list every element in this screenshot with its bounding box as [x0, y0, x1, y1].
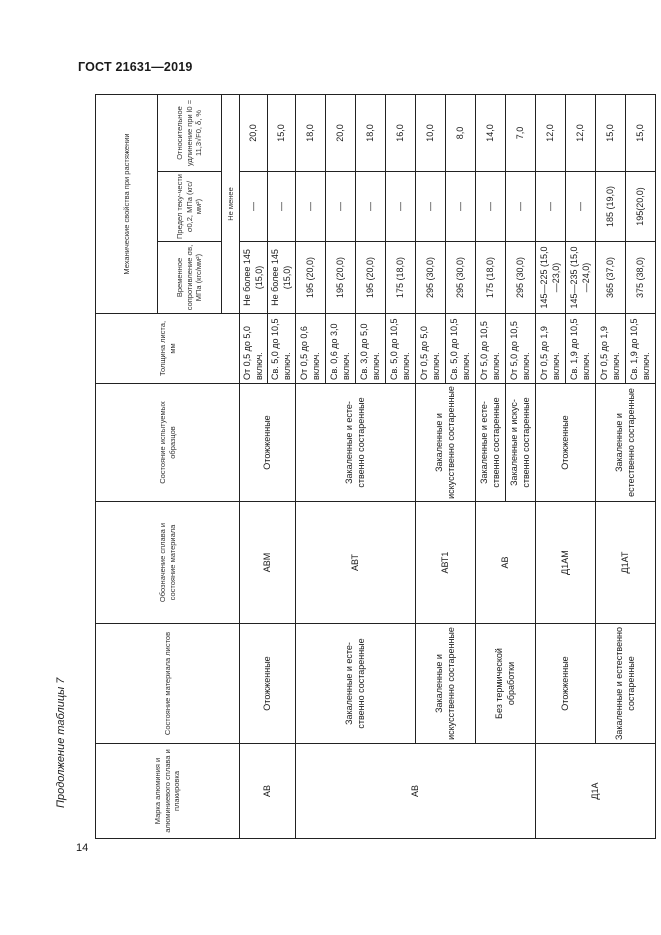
cell-sheet-state: Закаленные и есте-ственно состаренные [296, 624, 416, 744]
cell-designation: Д1АМ [536, 502, 596, 624]
cell-yield: 185 (19,0) [596, 172, 626, 242]
table-row [536, 94, 566, 838]
cell-thickness: От 0,5 до 1,9 включ. [536, 314, 566, 384]
cell-designation: АВМ [240, 502, 296, 624]
cell-tensile: 175 (18,0) [386, 242, 416, 314]
cell-thickness: Св. 3,0 до 5,0 включ. [356, 314, 386, 384]
cell-tensile: 365 (37,0) [596, 242, 626, 314]
cell-thickness: Св. 5,0 до 10,5 включ. [386, 314, 416, 384]
cell-elongation: 15,0 [596, 94, 626, 171]
col-header-yield: Предел теку-чести σ0,2, МПа (кгс/мм²) [158, 172, 222, 242]
cell-yield: — [240, 172, 268, 242]
cell-designation: АВТ [296, 502, 416, 624]
cell-yield: — [356, 172, 386, 242]
cell-tensile: 295 (30,0) [506, 242, 536, 314]
cell-sample-state: Отожженные [536, 384, 596, 502]
cell-elongation: 12,0 [566, 94, 596, 171]
cell-tensile: 145—235 (15,0—24,0) [566, 242, 596, 314]
cell-elongation: 10,0 [416, 94, 446, 171]
header-row [96, 94, 158, 838]
col-header-min-note: Не менее [222, 94, 240, 313]
cell-tensile: 195 (20,0) [356, 242, 386, 314]
cell-sheet-state: Закаленные и искусственно состаренные [416, 624, 476, 744]
cell-thickness: От 0,5 до 5,0 включ. [240, 314, 268, 384]
cell-tensile: 145—225 (15,0—23,0) [536, 242, 566, 314]
cell-grade: Д1А [536, 744, 656, 839]
table-wrapper [95, 95, 651, 839]
properties-table [95, 94, 656, 839]
document-header: ГОСТ 21631—2019 [78, 60, 193, 74]
cell-designation: АВ [476, 502, 536, 624]
cell-elongation: 18,0 [296, 94, 326, 171]
cell-sample-state: Закаленные и есте-ственно состаренные [296, 384, 416, 502]
col-header-mech-group: Механические свойства при растяжении [96, 94, 158, 313]
table-row [476, 94, 506, 838]
table-row [416, 94, 446, 838]
cell-tensile: 195 (20,0) [296, 242, 326, 314]
cell-sheet-state: Отожженные [240, 624, 296, 744]
cell-tensile: 375 (38,0) [626, 242, 656, 314]
cell-sheet-state: Закаленные и естественно состаренные [596, 624, 656, 744]
cell-yield: — [446, 172, 476, 242]
caption-wrapper [55, 677, 69, 808]
col-header-sample-state: Состояние испытуемых образцов [96, 384, 240, 502]
cell-thickness: Св. 5,0 до 10,5 включ. [446, 314, 476, 384]
cell-sample-state: Закаленные и искус-ственно состаренные [506, 384, 536, 502]
cell-yield: — [506, 172, 536, 242]
cell-tensile: 175 (18,0) [476, 242, 506, 314]
cell-thickness: От 5,0 до 10,5 включ. [476, 314, 506, 384]
cell-tensile: 195 (20,0) [326, 242, 356, 314]
cell-sample-state: Закаленные и естественно состаренные [596, 384, 656, 502]
cell-sheet-state: Отожженные [536, 624, 596, 744]
cell-elongation: 18,0 [356, 94, 386, 171]
cell-thickness: Св. 1,9 до 10,5 включ. [566, 314, 596, 384]
table-row [596, 94, 626, 838]
cell-thickness: От 5,0 до 10,5 включ. [506, 314, 536, 384]
table-caption: Продолжение таблицы 7 [55, 677, 67, 808]
cell-thickness: От 0,5 до 0,6 включ. [296, 314, 326, 384]
table-row [240, 94, 268, 838]
cell-yield: — [296, 172, 326, 242]
cell-designation: Д1АТ [596, 502, 656, 624]
cell-elongation: 16,0 [386, 94, 416, 171]
cell-tensile: 295 (30,0) [416, 242, 446, 314]
cell-yield: — [476, 172, 506, 242]
cell-designation: АВТ1 [416, 502, 476, 624]
cell-yield: — [416, 172, 446, 242]
col-header-tensile: Временное сопротивление σв, МПа (кгс/мм²) [158, 242, 222, 314]
cell-elongation: 15,0 [626, 94, 656, 171]
cell-yield: — [566, 172, 596, 242]
cell-yield: — [386, 172, 416, 242]
cell-elongation: 14,0 [476, 94, 506, 171]
cell-yield: — [326, 172, 356, 242]
cell-yield: — [536, 172, 566, 242]
cell-tensile: 295 (30,0) [446, 242, 476, 314]
col-header-sheet-state: Состояние материала листов [96, 624, 240, 744]
cell-thickness: Св. 1,9 до 10,5 включ. [626, 314, 656, 384]
cell-sample-state: Закаленные и искусственно состаренные [416, 384, 476, 502]
col-header-elongation: Относительное удлинение при l0 = 11,3√F0, δ, % [158, 94, 222, 171]
cell-yield: 195(20,0) [626, 172, 656, 242]
page-number: 14 [76, 842, 89, 854]
cell-elongation: 20,0 [240, 94, 268, 171]
cell-sheet-state: Без термической обработки [476, 624, 536, 744]
cell-elongation: 12,0 [536, 94, 566, 171]
cell-elongation: 8,0 [446, 94, 476, 171]
col-header-grade: Марка алюминия и алюминиевого сплава и плакировка [96, 744, 240, 839]
cell-tensile: Не более 145 (15,0) [268, 242, 296, 314]
col-header-thickness: Толщина листа, мм [96, 314, 240, 384]
table-row [296, 94, 326, 838]
cell-grade: АВ [296, 744, 536, 839]
cell-sample-state: Отожженные [240, 384, 296, 502]
cell-tensile: Не более 145 (15,0) [240, 242, 268, 314]
cell-thickness: Св. 0,6 до 3,0 включ. [326, 314, 356, 384]
cell-thickness: От 0,5 до 1,9 включ. [596, 314, 626, 384]
col-header-designation: Обозначение сплава и состояние материала [96, 502, 240, 624]
cell-yield: — [268, 172, 296, 242]
cell-sample-state: Закаленные и есте-ственно состаренные [476, 384, 506, 502]
cell-grade: АВ [240, 744, 296, 839]
cell-thickness: От 0,5 до 5,0 включ. [416, 314, 446, 384]
cell-elongation: 20,0 [326, 94, 356, 171]
cell-thickness: Св. 5,0 до 10,5 включ. [268, 314, 296, 384]
cell-elongation: 15,0 [268, 94, 296, 171]
cell-elongation: 7,0 [506, 94, 536, 171]
